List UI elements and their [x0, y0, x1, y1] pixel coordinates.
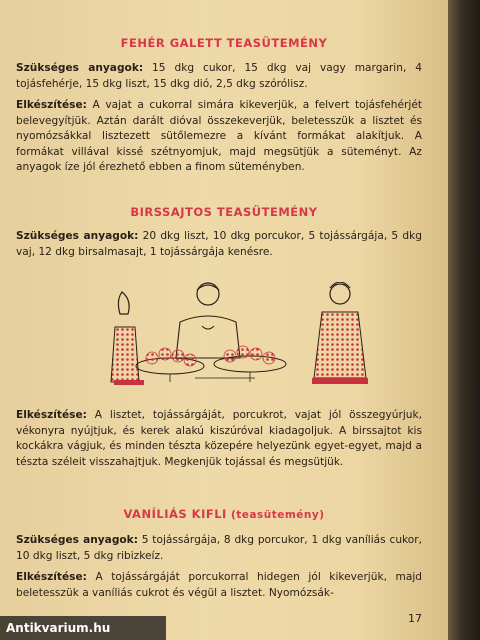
recipe-3-ingredients: [16, 533, 422, 564]
recipe-1-method: [16, 98, 422, 176]
method-label: Elkészítése:: [16, 409, 87, 421]
ingredients-label: Szükséges anyagok:: [16, 62, 144, 74]
method-text: A tojássárgáját porcukorral hidegen jól kikeverjük, majd beletesszük a vaníliás cukrot és végül a lisztet. Nyomózsák-: [16, 571, 422, 599]
ingredients-label: Szükséges anyagok:: [16, 230, 139, 242]
method-label: Elkészítése:: [16, 571, 87, 583]
recipe-2-title: BIRSSAJTOS TEASÜTEMÉNY: [130, 205, 318, 219]
ingredients-label: Szükséges anyagok:: [16, 534, 138, 546]
recipe-3-title: [0, 507, 448, 521]
ingredients-text: 15 dkg cukor, 15 dkg vaj vagy margarin, 4 tojásfehérje, 15 dkg liszt, 15 dkg dió, 2,5 dkg szórólisz.: [16, 62, 422, 90]
ingredients-text: 20 dkg liszt, 10 dkg porcukor, 5 tojássárgája, 5 dkg vaj, 12 dkg birsalmasajt, 1 tojássárgája kenésre.: [16, 230, 422, 258]
method-text: A lisztet, tojássárgáját, porcukrot, vajat jól összegyúrjuk, vékonyra nyújtjuk, és kerek alakú kiszúróval kiadagoljuk. A birssajtot kis kockákra vágjuk, és minden tészta közepére helyezünk egyet-egyet, majd a tészta széleit visszahajtjuk. Megkenjük tojással és megsütjük.: [16, 409, 422, 468]
recipe-3-title-suffix: (teasütemény): [226, 509, 325, 521]
illustration-women-cakes: [100, 282, 385, 387]
page-number: 17: [408, 612, 422, 625]
recipe-1-ingredients: [16, 61, 422, 92]
recipe-1-title: FEHÉR GALETT TEASÜTEMÉNY: [120, 36, 328, 50]
watermark: Antikvarium.hu: [0, 616, 166, 640]
method-label: Elkészítése:: [16, 99, 87, 111]
book-spine: [448, 0, 480, 640]
ingredients-text: 5 tojássárgája, 8 dkg porcukor, 1 dkg vaníliás cukor, 10 dkg liszt, 5 dkg ribizkeíz.: [16, 534, 422, 562]
recipe-3-method: [16, 570, 422, 601]
method-text: A vajat a cukorral simára kikeverjük, a felvert tojásfehérjét belevegyítjük. Aztán darált dióval összekeverjük, beletesszük a lisztet és nyomózsákkal lisztezett sütőlemezre a kívánt formákat alakítjuk. A formákat villával kissé szétnyomjuk, majd megsütjük a süteményt. Az anyagok íze jól érezhető ebben a finom süteményben.: [16, 99, 422, 174]
recipe-2-method: [16, 408, 422, 470]
recipe-2-ingredients: [16, 229, 422, 260]
recipe-3-title-main: VANÍLIÁS KIFLI: [123, 507, 227, 521]
